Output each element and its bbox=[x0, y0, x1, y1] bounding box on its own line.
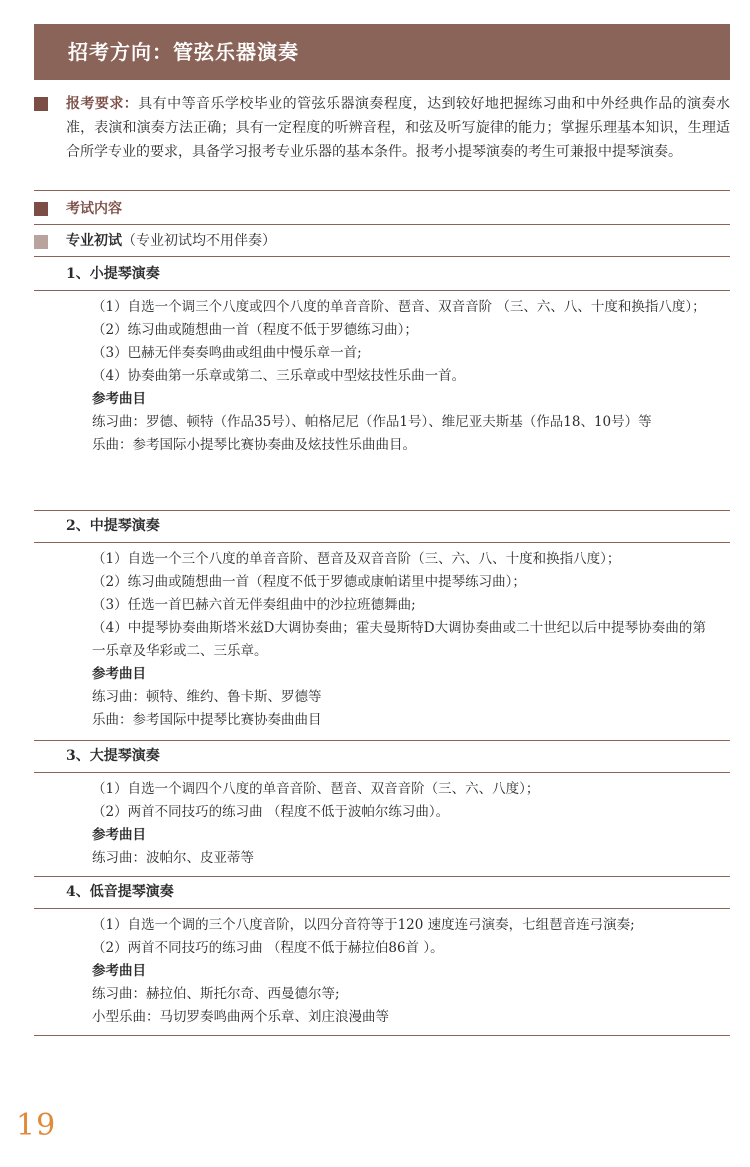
reference-item: 练习曲：罗德、顿特（作品35号）、帕格尼尼（作品1号）、维尼亚夫斯基（作品18、10号）等 bbox=[92, 414, 652, 430]
divider bbox=[34, 290, 730, 291]
list-item: （1）自选一个调的三个八度音阶，以四分音符等于120 速度连弓演奏，七组琶音连弓演奏; bbox=[92, 917, 635, 933]
square-bullet-icon bbox=[34, 235, 48, 249]
page-title: 招考方向：管弦乐器演奏 bbox=[68, 40, 299, 64]
reference-item: 练习曲：赫拉伯、斯托尔奇、西曼德尔等; bbox=[92, 986, 340, 1002]
page-header bbox=[34, 24, 730, 80]
reference-item: 乐曲：参考国际中提琴比赛协奏曲曲目 bbox=[92, 712, 322, 728]
reference-label: 参考曲目 bbox=[92, 827, 146, 843]
reference-item: 练习曲：波帕尔、皮亚蒂等 bbox=[92, 850, 254, 866]
list-item: （2）练习曲或随想曲一首（程度不低于罗德练习曲）； bbox=[92, 322, 418, 338]
list-item: （1）自选一个调四个八度的单音音阶、琶音、双音音阶（三、六、八度）； bbox=[92, 781, 540, 797]
divider bbox=[34, 772, 730, 773]
divider bbox=[34, 908, 730, 909]
list-item: （2）两首不同技巧的练习曲 （程度不低于赫拉伯86首 ）。 bbox=[92, 940, 444, 956]
section-body bbox=[92, 914, 706, 1029]
list-item: （4）协奏曲第一乐章或第二、三乐章或中型炫技性乐曲一首。 bbox=[92, 368, 466, 384]
square-bullet-icon bbox=[34, 97, 48, 111]
reference-label: 参考曲目 bbox=[92, 391, 146, 407]
exam-content-label: 考试内容 bbox=[66, 201, 122, 217]
section-body bbox=[92, 548, 706, 732]
reference-item: 乐曲：参考国际小提琴比赛协奏曲及炫技性乐曲曲目。 bbox=[92, 437, 416, 453]
preliminary-label bbox=[66, 231, 276, 251]
section-title: 3、大提琴演奏 bbox=[66, 748, 160, 764]
square-bullet-icon bbox=[34, 202, 48, 216]
list-item: （2）练习曲或随想曲一首（程度不低于罗德或康帕诺里中提琴练习曲）； bbox=[92, 574, 526, 590]
intro-text: 具有中等音乐学校毕业的管弦乐器演奏程度，达到较好地把握练习曲和中外经典作品的演奏水准，表演和演奏方法正确；具有一定程度的听辨音程，和弦及听写旋律的能力；掌握乐理基本知识，生理适合所学专业的要求，具备学习报考专业乐器的基本条件。报考小提琴演奏的考生可兼报中提琴演奏。 bbox=[66, 96, 731, 160]
intro-block bbox=[34, 92, 730, 164]
divider bbox=[34, 876, 730, 877]
preliminary-note: （专业初试均不用伴奏） bbox=[122, 233, 276, 249]
divider bbox=[34, 740, 730, 741]
list-item: （1）自选一个三个八度的单音音阶、琶音及双音音阶（三、六、八、十度和换指八度）； bbox=[92, 551, 621, 567]
intro-label: 报考要求： bbox=[66, 96, 139, 112]
section-title: 1、小提琴演奏 bbox=[66, 266, 160, 282]
list-item: （1）自选一个调三个八度或四个八度的单音音阶、琶音、双音音阶 （三、六、八、十度和换指八度）； bbox=[92, 299, 706, 315]
section-title: 2、中提琴演奏 bbox=[66, 518, 160, 534]
list-item: （3）巴赫无伴奏奏鸣曲或组曲中慢乐章一首; bbox=[92, 345, 362, 361]
preliminary-title: 专业初试 bbox=[66, 233, 122, 249]
divider bbox=[34, 190, 730, 191]
list-item: （3）任选一首巴赫六首无伴奏组曲中的沙拉班德舞曲; bbox=[92, 597, 416, 613]
page-number: 19 bbox=[16, 1108, 57, 1143]
reference-item: 练习曲：顿特、维约、鲁卡斯、罗德等 bbox=[92, 689, 322, 705]
reference-item: 小型乐曲：马切罗奏鸣曲两个乐章、刘庄浪漫曲等 bbox=[92, 1009, 389, 1025]
list-item: （2）两首不同技巧的练习曲 （程度不低于波帕尔练习曲）。 bbox=[92, 804, 450, 820]
divider bbox=[34, 224, 730, 225]
divider bbox=[34, 256, 730, 257]
divider bbox=[34, 1035, 730, 1036]
divider bbox=[34, 542, 730, 543]
reference-label: 参考曲目 bbox=[92, 963, 146, 979]
reference-label: 参考曲目 bbox=[92, 666, 146, 682]
divider bbox=[34, 510, 730, 511]
list-item: （4）中提琴协奏曲斯塔米兹D大调协奏曲；霍夫曼斯特D大调协奏曲或二十世纪以后中提琴协奏曲的第一乐章及华彩或二、三乐章。 bbox=[92, 620, 706, 659]
intro-paragraph bbox=[66, 92, 730, 164]
section-body bbox=[92, 778, 706, 870]
section-title: 4、低音提琴演奏 bbox=[66, 884, 174, 900]
section-body bbox=[92, 296, 706, 457]
